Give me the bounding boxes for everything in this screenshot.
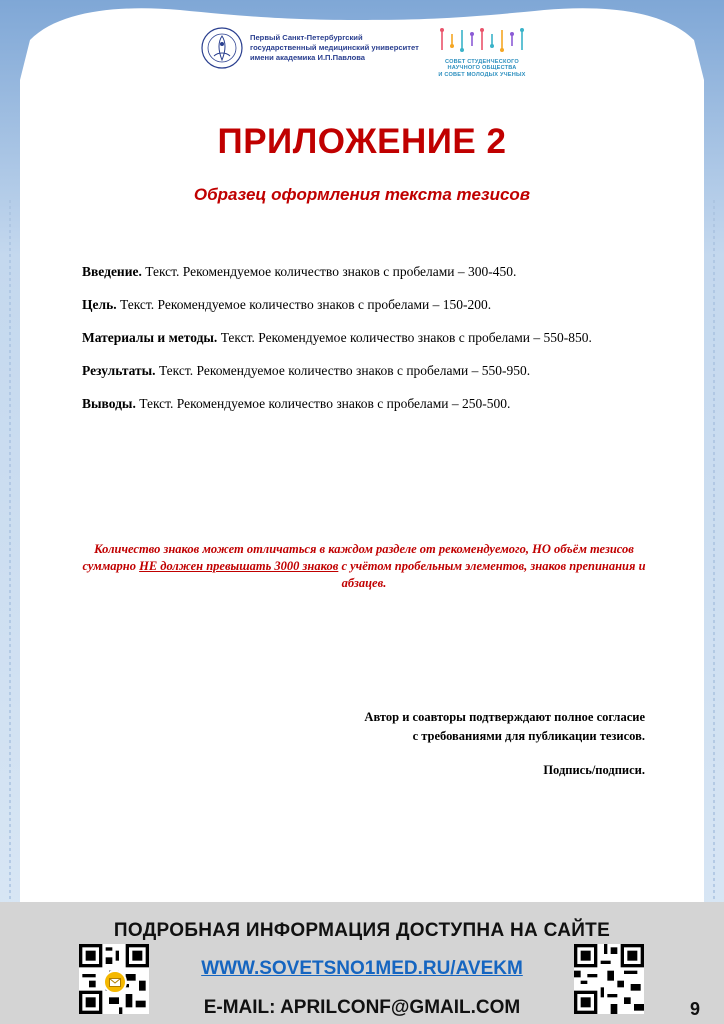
council-name-line: СОВЕТ СТУДЕНЧЕСКОГО	[445, 59, 519, 65]
consent-line: Автор и соавторы подтверждают полное согласие	[364, 710, 645, 724]
university-logo	[200, 26, 420, 70]
section-methods	[82, 330, 662, 363]
university-name	[250, 33, 420, 63]
page-number: 9	[690, 999, 701, 1019]
section-conclusions	[82, 396, 662, 429]
qr-code-icon[interactable]	[574, 944, 644, 1014]
warning-emphasis: НЕ должен превышать 3000 знаков	[139, 559, 339, 573]
warning-text: Количество знаков может отличаться в каждом разделе от рекомендуемого, НО объём тезисов суммарно	[82, 542, 634, 573]
page-title: ПРИЛОЖЕНИЕ 2	[217, 122, 507, 161]
abstract-sections	[82, 264, 662, 429]
section-name: Материалы и методы.	[82, 330, 218, 345]
section-text: Текст. Рекомендуемое количество знаков с пробелами – 550-950.	[155, 363, 531, 378]
section-text: Текст. Рекомендуемое количество знаков с пробелами – 150-200.	[116, 297, 492, 312]
website-link[interactable]: WWW.SOVETSNO1MED.RU/AVEKM	[201, 958, 523, 979]
section-name: Результаты.	[82, 363, 156, 378]
council-logo	[432, 26, 532, 78]
section-text: Текст. Рекомендуемое количество знаков с пробелами – 550-850.	[217, 330, 592, 345]
university-name-line: государственный медицинский университет	[250, 43, 419, 52]
section-text: Текст. Рекомендуемое количество знаков с пробелами – 300-450.	[141, 264, 517, 279]
dna-logo-icon	[432, 26, 532, 54]
section-name: Цель.	[82, 297, 117, 312]
university-emblem-icon	[200, 26, 244, 70]
section-results	[82, 363, 662, 396]
email-contact[interactable]: E-MAIL: APRILCONF@GMAIL.COM	[203, 997, 521, 1018]
length-warning	[70, 541, 658, 592]
council-name-line: И СОВЕТ МОЛОДЫХ УЧЕНЫХ	[438, 71, 526, 78]
section-name: Введение.	[82, 264, 142, 279]
footer	[0, 902, 724, 1024]
consent-statement	[240, 708, 645, 746]
university-name-line: Первый Санкт-Петербургский	[250, 33, 363, 42]
consent-line: с требованиями для публикации тезисов.	[412, 729, 645, 743]
section-name: Выводы.	[82, 396, 136, 411]
section-introduction	[82, 264, 662, 297]
page-subtitle: Образец оформления текста тезисов	[193, 185, 531, 204]
signature-label: Подпись/подписи.	[543, 763, 645, 777]
section-text: Текст. Рекомендуемое количество знаков с пробелами – 250-500.	[135, 396, 511, 411]
header-logos	[0, 22, 724, 82]
section-goal	[82, 297, 662, 330]
footer-heading: ПОДРОБНАЯ ИНФОРМАЦИЯ ДОСТУПНА НА САЙТЕ	[113, 920, 611, 941]
warning-text: с учётом пробельным элементов, знаков препинания и абзацев.	[338, 559, 646, 590]
university-name-line: имени академика И.П.Павлова	[250, 53, 366, 62]
council-name-line: НАУЧНОГО ОБЩЕСТВА	[447, 65, 517, 72]
